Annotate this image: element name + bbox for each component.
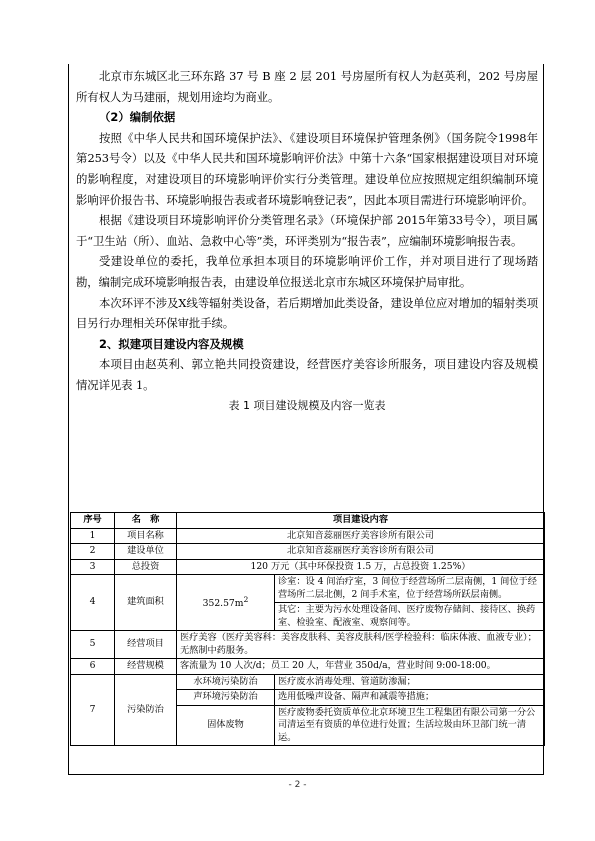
sub-label-water: 水环境污染防治	[177, 674, 275, 690]
sub-label-waste: 固体废物	[177, 705, 275, 746]
paragraph-legal-basis: 按照《中华人民共和国环境保护法》、《建设项目环境保护管理条例》（国务院令1998年第253号令）以及《中华人民共和国环境影响评价法》中第十六条“国家根据建设项目对环境的影响程度，对建设项目的环境影响评价实行分类管理。建设单位应按照规定组织编制环境影响评价报告书、环境影响报告表或者环境影响登记表”，因此本项目需进行环境影响评价。	[76, 130, 538, 207]
sub-content-noise: 选用低噪声设备、隔声和减震等措施；	[275, 690, 545, 706]
document-body	[76, 66, 538, 415]
area-value: 352.57m	[202, 598, 244, 610]
row-area	[177, 575, 275, 631]
row-content: 北京知音蕊丽医疗美容诊所有限公司	[177, 528, 545, 544]
sub-label-noise: 声环境污染防治	[177, 690, 275, 706]
row-no: 7	[71, 674, 115, 746]
row-content: 客流量为 10 人次/d；员工 20 人，年营业 350d/a，营业时间 9:00-18:00。	[177, 659, 545, 675]
table-row	[71, 528, 545, 544]
row-no: 5	[71, 631, 115, 659]
row-name: 经营项目	[115, 631, 177, 659]
header-content: 项目建设内容	[177, 513, 545, 529]
row-content: 120 万元（其中环保投资 1.5 万，占总投资 1.25%）	[177, 559, 545, 575]
row-no: 4	[71, 575, 115, 631]
table-title: 表 1 项目建设规模及内容一览表	[228, 398, 386, 412]
row-other: 其它：主要为污水处理设备间、医疗废物存储间、接待区、换药室、检验室、配液室、观察间等。	[275, 603, 545, 631]
row-no: 2	[71, 544, 115, 560]
table-row	[71, 544, 545, 560]
row-no: 1	[71, 528, 115, 544]
heading-basis: （2）编制依据	[99, 110, 176, 125]
row-name: 建筑面积	[115, 575, 177, 631]
heading-scope: 2、拟建项目建设内容及规模	[99, 336, 244, 351]
paragraph-ownership: 北京市东城区北三环东路 37 号 B 座 2 层 201 号房屋所有权人为赵英利，202 号房屋所有权人为马建丽，规划用途均为商业。	[76, 69, 538, 104]
row-name: 总投资	[115, 559, 177, 575]
table-row	[71, 674, 545, 690]
row-name: 建设单位	[115, 544, 177, 560]
paragraph-commission: 受建设单位的委托，我单位承担本项目的环境影响评价工作，并对项目进行了现场踏勘，编制完成环境影响报告表，由建设单位报送北京市东城区环境保护局审批。	[76, 254, 538, 289]
table-row	[71, 659, 545, 675]
table-header-row	[71, 513, 545, 529]
row-no: 3	[71, 559, 115, 575]
row-name: 项目名称	[115, 528, 177, 544]
area-unit-sup: 2	[243, 595, 249, 605]
header-name: 名 称	[115, 513, 177, 529]
table-row	[71, 559, 545, 575]
table-row	[71, 631, 545, 659]
paragraph-scope: 本项目由赵英利、郭立艳共同投资建设，经营医疗美容诊所服务，项目建设内容及规模情况详见表 1。	[76, 357, 538, 392]
row-name: 污染防治	[115, 674, 177, 746]
paragraph-radiation: 本次环评不涉及X线等辐射类设备，若后期增加此类设备，建设单位应对增加的辐射类项目另行办理相关环保审批手续。	[76, 295, 538, 331]
row-name: 经营规模	[115, 659, 177, 675]
sub-content-water: 医疗废水消毒处理、管道防渗漏；	[275, 674, 545, 690]
project-table	[70, 512, 545, 746]
row-no: 6	[71, 659, 115, 675]
row-content: 医疗美容（医疗美容科：美容皮肤科、美容皮肤科/医学检验科：临床体液、血液专业）；无熬制中药服务。	[177, 631, 545, 659]
row-content: 北京知音蕊丽医疗美容诊所有限公司	[177, 544, 545, 560]
page-number: - 2 -	[288, 780, 307, 790]
table-row	[71, 575, 545, 603]
sub-content-waste: 医疗废物委托资质单位北京环境卫生工程集团有限公司第一分公司清运至有资质的单位进行处置；生活垃圾由环卫部门统一清运。	[275, 705, 545, 746]
header-no: 序号	[71, 513, 115, 529]
row-clinic: 诊室：设 4 间治疗室，3 间位于经营场所二层南侧，1 间位于经营场所二层北侧，2 间手术室，位于经营场所跃层南侧。	[275, 575, 545, 603]
paragraph-classification: 根据《建设项目环境影响评价分类管理名录》（环境保护部 2015年第33号令），项目属于“卫生站（所）、血站、急救中心等”类，环评类别为“报告表”，应编制环境影响报告表。	[76, 213, 538, 248]
